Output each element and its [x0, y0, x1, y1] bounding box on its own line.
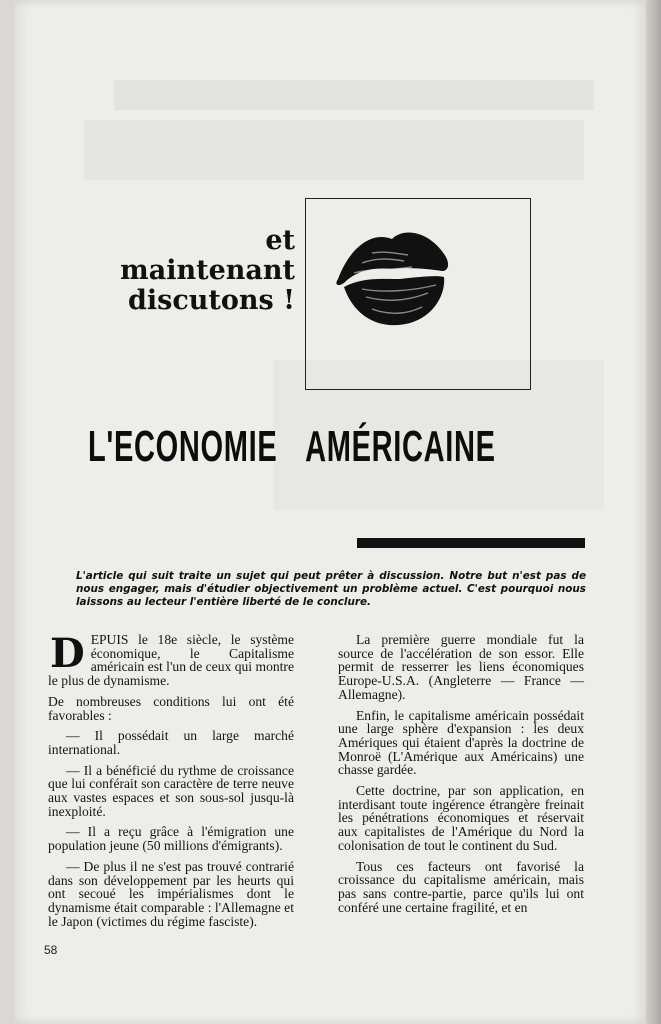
- article-column-right: [338, 633, 584, 921]
- headline-word: AMÉRICAINE: [305, 422, 496, 471]
- intro-paragraph: L'article qui suit traite un sujet qui peut prêter à discussion. Notre but n'est pas de nous engager, mais d'étudier objectivement un problème actuel. C'est pourquoi nous laissons au lecteur l'entière liberté de le conclure.: [76, 570, 586, 608]
- body-paragraph: La première guerre mondiale fut la source de l'accélération de son essor. Elle permit de resserrer les liens économiques Europe-U.S.A. (Angleterre — France — Allemagne).: [338, 632, 584, 702]
- body-paragraph: [48, 630, 294, 689]
- body-paragraph: — Il possédait un large marché international.: [48, 728, 294, 757]
- paragraph-text: EPUIS le 18e siècle, le système économique, le Capitalisme américain est l'un de ceux qui montre le plus de dynamisme.: [48, 632, 294, 689]
- decorative-rule: [357, 538, 585, 548]
- page-edge: [646, 0, 661, 1024]
- hero-title-line: maintenant: [120, 255, 295, 286]
- page-number: 58: [44, 943, 58, 957]
- hero-title: [120, 226, 295, 316]
- hero-title-line: discutons !: [128, 285, 295, 316]
- body-paragraph: Tous ces facteurs ont favorisé la croissance du capitalisme américain, mais pas sans contre-partie, parce qu'ils lui ont conféré une certaine fragilité, et en: [338, 858, 584, 915]
- lips-print-icon: [332, 217, 452, 337]
- body-paragraph: — Il a bénéficié du rythme de croissance que lui conférait son caractère de terre neuve aux vastes espaces et son sous-sol jusqu-là inexploité.: [48, 762, 294, 819]
- show-through-band: [114, 80, 594, 110]
- body-paragraph: Enfin, le capitalisme américain possédait une large sphère d'expansion : les deux Amériques qui étaient d'après la doctrine de Monroë (L'Amérique aux Américains) une chasse gardée.: [338, 707, 584, 778]
- body-paragraph: — De plus il ne s'est pas trouvé contrarié dans son développement par les heurts qui ont secoué les impérialismes dont le dynamisme était comparable : l'Allemagne et le Japon (victimes du régime fasciste).: [48, 858, 294, 929]
- lips-illustration-frame: [305, 198, 531, 390]
- body-paragraph: Cette doctrine, par son application, en interdisant toute ingérence étrangère freinait les pénétrations économiques et réservait aux capitalistes de l'Amérique du Nord la colonisation de tout le continent du Sud.: [338, 783, 584, 853]
- body-paragraph: De nombreuses conditions lui ont été favorables :: [48, 693, 294, 723]
- body-paragraph: — Il a reçu grâce à l'émigration une population jeune (50 millions d'émigrants).: [48, 824, 294, 854]
- article-column-left: [48, 630, 294, 935]
- headline-word: L'ECONOMIE: [88, 422, 278, 471]
- article-headline: [88, 422, 496, 472]
- drop-cap: D: [50, 630, 85, 677]
- show-through-band: [84, 120, 584, 180]
- hero-title-line: et: [265, 225, 295, 256]
